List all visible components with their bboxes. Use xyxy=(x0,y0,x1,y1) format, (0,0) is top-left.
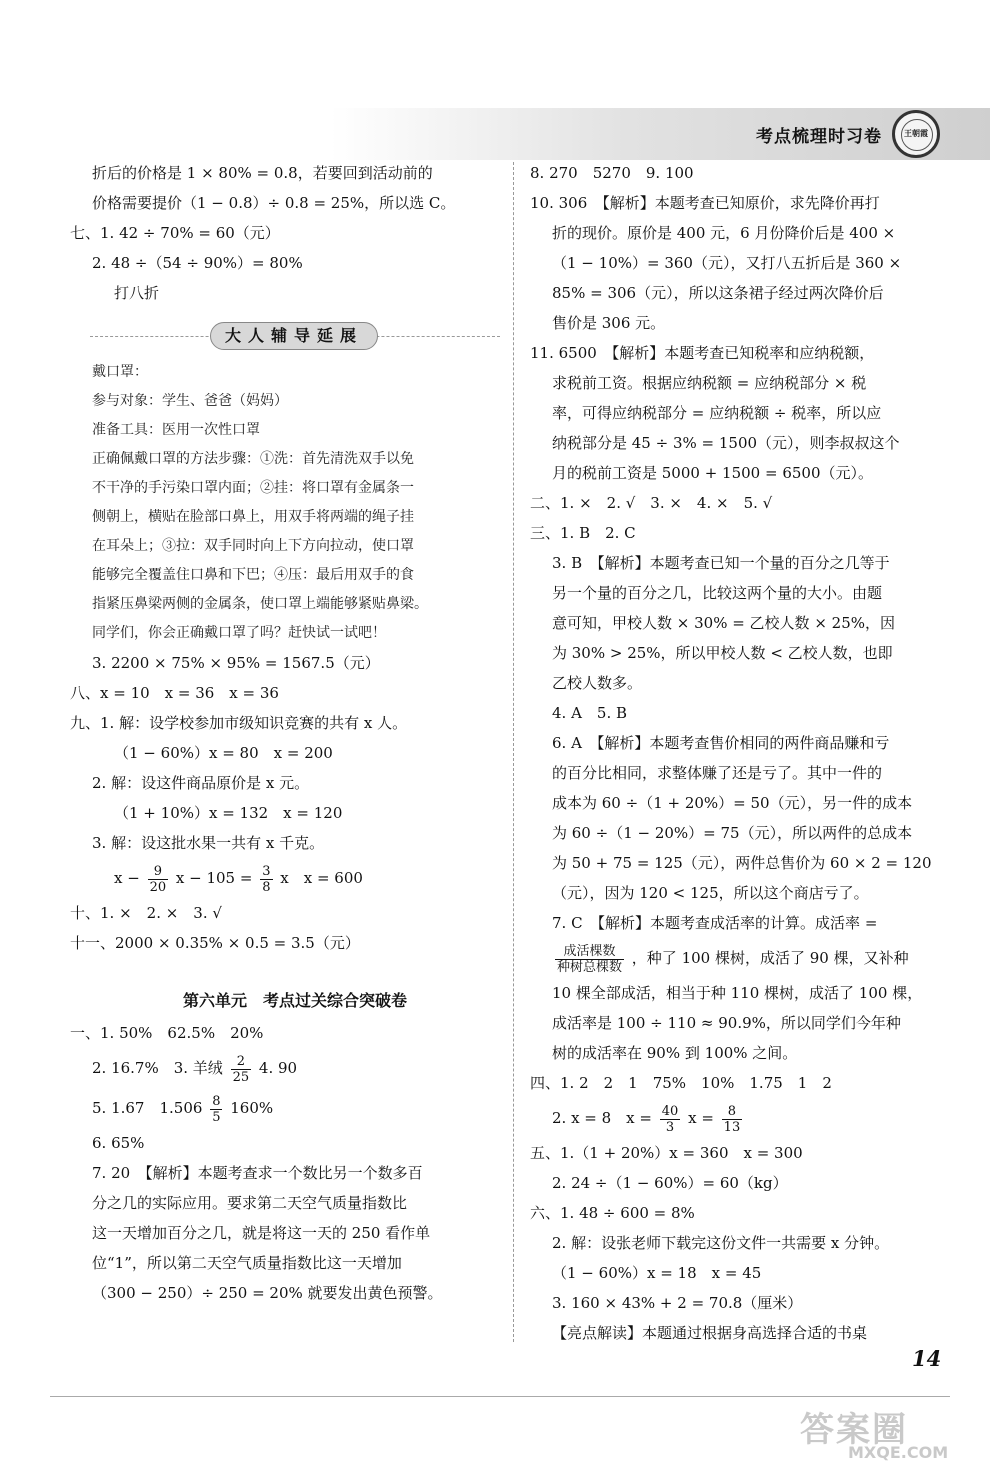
answer-part: 2. x = 8 x = xyxy=(552,1109,652,1127)
answer-line: 八、x = 10 x = 36 x = 36 xyxy=(70,684,279,702)
answer-part: ，种了 100 棵树，成活了 90 棵，又补种 xyxy=(631,949,909,967)
fraction-denominator: 20 xyxy=(149,879,167,895)
answer-line: 10. 306 【解析】本题考查已知原价，求先降价再打 xyxy=(530,194,880,212)
answer-line: 85% = 306（元），所以这条裙子经过两次降价后 xyxy=(552,284,884,302)
fraction xyxy=(210,1094,222,1125)
running-header xyxy=(330,108,990,160)
answer-line: 2. 48 ÷（54 ÷ 90%）= 80% xyxy=(92,254,303,272)
answer-part: 2. 16.7% 3. 羊绒 xyxy=(92,1059,223,1077)
answer-line: 纳税部分是 45 ÷ 3% = 1500（元），则李叔叔这个 xyxy=(552,434,900,452)
answer-line: 意可知，甲校人数 × 30% = 乙校人数 × 25%，因 xyxy=(552,614,895,632)
extension-line: 正确佩戴口罩的方法步骤：①洗：首先清洗双手以免 xyxy=(92,451,414,467)
answer-line: 求税前工资。根据应纳税额 = 应纳税部分 × 税 xyxy=(552,374,867,392)
answer-part: 5. 1.67 1.506 xyxy=(92,1099,203,1117)
fraction xyxy=(148,864,169,895)
fraction-denominator: 25 xyxy=(232,1069,250,1085)
header-title: 考点梳理时习卷 xyxy=(756,127,882,147)
left-column xyxy=(70,158,500,1308)
answer-line: 一、1. 50% 62.5% 20% xyxy=(70,1024,264,1042)
answer-line xyxy=(70,1048,500,1088)
extension-line: 参与对象：学生、爸爸（妈妈） xyxy=(92,393,288,409)
answer-line: 成活率是 100 ÷ 110 ≈ 90.9%，所以同学们今年种 xyxy=(552,1014,901,1032)
answer-line: 的百分比相同，求整体赚了还是亏了。其中一件的 xyxy=(552,764,883,782)
answer-line: （1 − 60%）x = 18 x = 45 xyxy=(552,1264,762,1282)
fraction-numerator: 成活棵数 xyxy=(555,944,624,960)
fraction xyxy=(555,944,624,975)
answer-line: 3. 160 × 43% + 2 = 70.8（厘米） xyxy=(552,1294,803,1312)
answer-line: 五、1.（1 + 20%）x = 360 x = 300 xyxy=(530,1144,803,1162)
answer-line: 三、1. B 2. C xyxy=(530,524,636,542)
fraction-numerator: 2 xyxy=(231,1054,252,1070)
answer-line xyxy=(530,938,950,978)
answer-line: 为 60 ÷（1 − 20%）= 75（元），所以两件的总成本 xyxy=(552,824,913,842)
answer-line: 3. 解：设这批水果一共有 x 千克。 xyxy=(92,834,325,852)
answer-line: 【亮点解读】本题通过根据身高选择合适的书桌 xyxy=(552,1324,868,1342)
answer-line: 2. 解：设张老师下载完这份文件一共需要 x 分钟。 xyxy=(552,1234,890,1252)
column-divider xyxy=(513,162,514,1342)
answer-line: 折的现价。原价是 400 元，6 月份降价后是 400 × xyxy=(552,224,896,242)
answer-line: 8. 270 5270 9. 100 xyxy=(530,164,694,182)
answer-line: 另一个量的百分之几，比较这两个量的大小。由题 xyxy=(552,584,883,602)
answer-line: 10 棵全部成活，相当于种 110 棵树，成活了 100 棵， xyxy=(552,984,923,1002)
answer-line: 这一天增加百分之几，就是将这一天的 250 看作单 xyxy=(92,1224,431,1242)
fraction-denominator: 种树总棵数 xyxy=(557,959,623,975)
extension-line: 不干净的手污染口罩内面；②挂：将口罩有金属条一 xyxy=(92,480,414,496)
answer-part: 160% xyxy=(230,1099,274,1117)
answer-line: （1 − 10%）= 360（元），又打八五折后是 360 × xyxy=(552,254,902,272)
answer-line: 分之几的实际应用。要求第二天空气质量指数比 xyxy=(92,1194,408,1212)
answer-line: 六、1. 48 ÷ 600 = 8% xyxy=(530,1204,695,1222)
fraction-numerator: 8 xyxy=(722,1104,743,1120)
answer-line: 率，可得应纳税部分 = 应纳税额 ÷ 税率，所以应 xyxy=(552,404,882,422)
extension-line: 侧朝上，横贴在脸部口鼻上，用双手将两端的绳子挂 xyxy=(92,509,414,525)
answer-line: 价格需要提价（1 − 0.8）÷ 0.8 = 25%，所以选 C。 xyxy=(92,194,456,212)
fraction-denominator: 3 xyxy=(665,1119,675,1135)
extension-box-header xyxy=(90,316,500,356)
page-number: 14 xyxy=(912,1346,942,1371)
answer-line: （1 + 10%）x = 132 x = 120 xyxy=(114,804,343,822)
equation-part: x − xyxy=(114,869,140,887)
right-column xyxy=(530,158,950,1348)
answer-line: 位“1”，所以第二天空气质量指数比这一天增加 xyxy=(92,1254,402,1272)
equation-part: x − 105 = xyxy=(175,869,253,887)
extension-line: 指紧压鼻梁两侧的金属条，使口罩上端能够紧贴鼻梁。 xyxy=(92,596,428,612)
answer-line: 4. A 5. B xyxy=(552,704,628,722)
answer-line: 十、1. × 2. × 3. √ xyxy=(70,904,222,922)
answer-line: 售价是 306 元。 xyxy=(552,314,666,332)
answer-line: 树的成活率在 90% 到 100% 之间。 xyxy=(552,1044,798,1062)
brand-seal-text: 王朝霞 xyxy=(904,129,928,138)
extension-line: 同学们，你会正确戴口罩了吗？赶快试一试吧！ xyxy=(92,625,386,641)
watermark-url: MXQE.COM xyxy=(848,1443,949,1462)
answer-line: 2. 24 ÷（1 − 60%）= 60（kg） xyxy=(552,1174,788,1192)
answer-line: 11. 6500 【解析】本题考查已知税率和应纳税额， xyxy=(530,344,875,362)
answer-line: 折后的价格是 1 × 80% = 0.8，若要回到活动前的 xyxy=(92,164,433,182)
answer-line: （1 − 60%）x = 80 x = 200 xyxy=(114,744,333,762)
answer-line: 2. 解：设这件商品原价是 x 元。 xyxy=(92,774,310,792)
fraction xyxy=(722,1104,743,1135)
fraction xyxy=(660,1104,681,1135)
answer-line: 九、1. 解：设学校参加市级知识竞赛的共有 x 人。 xyxy=(70,714,408,732)
equation-part: x x = 600 xyxy=(280,869,363,887)
fraction-denominator: 13 xyxy=(723,1119,741,1135)
section-title: 第六单元 考点过关综合突破卷 xyxy=(182,991,407,1010)
answer-line: 乙校人数多。 xyxy=(552,674,643,692)
extension-line: 戴口罩： xyxy=(92,364,148,380)
answer-line: 为 30% > 25%，所以甲校人数 < 乙校人数，也即 xyxy=(552,644,893,662)
fraction xyxy=(231,1054,252,1085)
answer-line xyxy=(530,1098,950,1138)
brand-seal-icon xyxy=(892,110,940,158)
answer-part: 4. 90 xyxy=(258,1059,298,1077)
fraction-denominator: 5 xyxy=(212,1109,221,1125)
fraction xyxy=(260,864,272,895)
answer-line: （300 − 250）÷ 250 = 20% 就要发出黄色预警。 xyxy=(92,1284,443,1302)
fraction-denominator: 8 xyxy=(262,879,271,895)
answer-line: （元），因为 120 < 125，所以这个商店亏了。 xyxy=(552,884,869,902)
extension-line: 能够完全覆盖住口鼻和下巴；④压：最后用双手的食 xyxy=(92,567,414,583)
footer-rule xyxy=(50,1396,950,1397)
answer-part: x = xyxy=(688,1109,714,1127)
answer-line: 七、1. 42 ÷ 70% = 60（元） xyxy=(70,224,280,242)
extension-box-title: 大人辅导延展 xyxy=(210,322,378,350)
answer-line: 6. A 【解析】本题考查售价相同的两件商品赚和亏 xyxy=(552,734,890,752)
answer-line: 打八折 xyxy=(114,284,160,302)
answer-line: 3. 2200 × 75% × 95% = 1567.5（元） xyxy=(92,654,380,672)
fraction-numerator: 40 xyxy=(661,1103,679,1119)
extension-line: 在耳朵上；③拉：双手同时向上下方向拉动，使口罩 xyxy=(92,538,414,554)
answer-line: 为 50 + 75 = 125（元），两件总售价为 60 × 2 = 120 xyxy=(552,854,932,872)
answer-line: 7. C 【解析】本题考查成活率的计算。成活率 = xyxy=(552,914,878,932)
extension-line: 准备工具：医用一次性口罩 xyxy=(92,422,260,438)
fraction-numerator: 9 xyxy=(148,864,169,880)
answer-line: 月的税前工资是 5000 + 1500 = 6500（元）。 xyxy=(552,464,873,482)
answer-line: 成本为 60 ÷（1 + 20%）= 50（元），另一件的成本 xyxy=(552,794,913,812)
answer-line: 3. B 【解析】本题考查已知一个量的百分之几等于 xyxy=(552,554,890,572)
answer-line: 7. 20 【解析】本题考查求一个数比另一个数多百 xyxy=(92,1164,423,1182)
answer-line: 6. 65% xyxy=(92,1134,145,1152)
answer-line: 四、1. 2 2 1 75% 10% 1.75 1 2 xyxy=(530,1074,832,1092)
watermark-logo: 答案圈 xyxy=(800,1410,908,1450)
equation-line xyxy=(70,858,500,898)
fraction-numerator: 3 xyxy=(262,863,271,879)
fraction-numerator: 8 xyxy=(212,1093,221,1109)
answer-line: 十一、2000 × 0.35% × 0.5 = 3.5（元） xyxy=(70,934,360,952)
answer-line xyxy=(70,1088,500,1128)
answer-line: 二、1. × 2. √ 3. × 4. × 5. √ xyxy=(530,494,773,512)
